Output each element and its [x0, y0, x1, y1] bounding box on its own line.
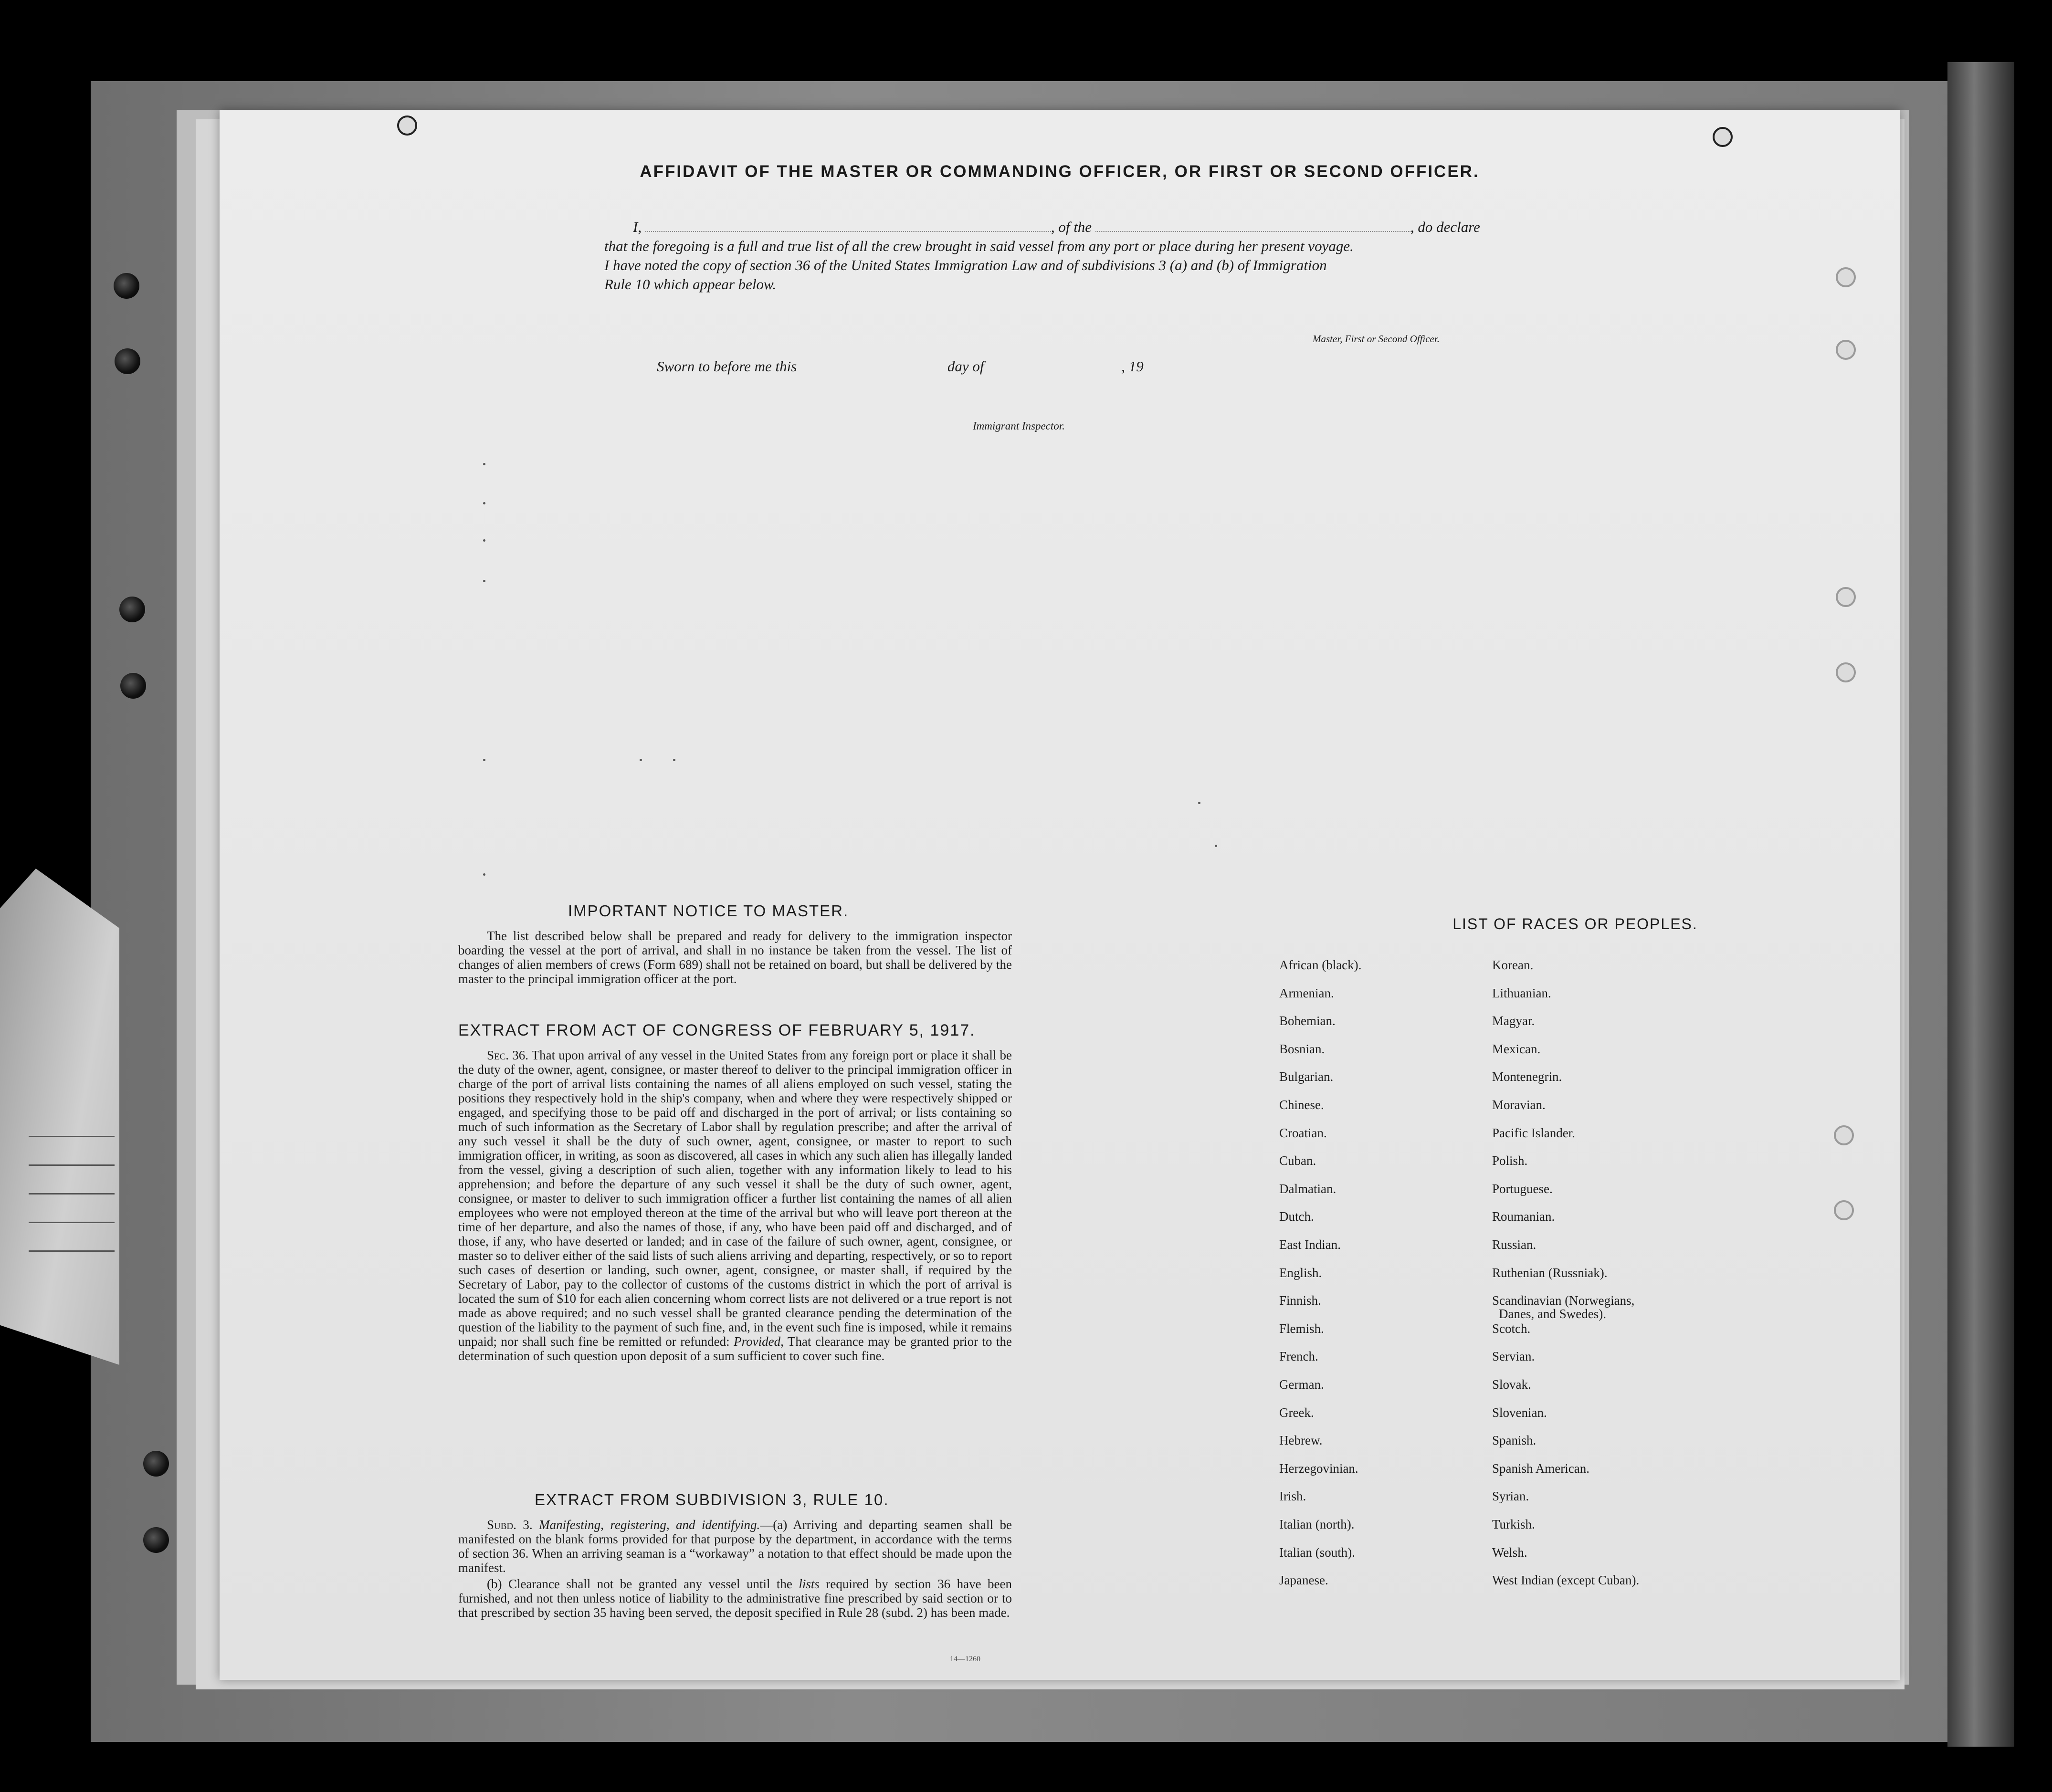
extract-act-title: EXTRACT FROM ACT OF CONGRESS OF FEBRUARY 5, 1917.	[458, 1021, 976, 1039]
race-item: Croatian.	[1279, 1125, 1327, 1140]
race-item: Moravian.	[1492, 1098, 1546, 1112]
stray-mark	[483, 502, 485, 504]
declaration-line-2: that the foregoing is a full and true list of all the crew brought in said vessel from any port or place during her present voyage.	[604, 238, 1354, 254]
race-item: Greek.	[1279, 1405, 1314, 1420]
binder-hole	[115, 348, 140, 374]
race-item: Lithuanian.	[1492, 985, 1551, 1000]
stray-mark	[483, 463, 485, 465]
name-blank	[645, 219, 1051, 232]
stray-mark	[1215, 845, 1217, 847]
stray-mark	[640, 759, 642, 761]
race-item: Japanese.	[1279, 1573, 1328, 1588]
binder-spine	[1947, 62, 2014, 1747]
race-item: Slovak.	[1492, 1377, 1531, 1392]
race-item: Russian.	[1492, 1237, 1536, 1252]
stray-mark	[483, 580, 485, 582]
extract-act-body: Sec. 36. That upon arrival of any vessel in the United States from any foreign port or place it shall be the duty of the owner, agent, consignee, or master thereof to deliver to the principal immigration officer in charge of the port of arrival lists containing the names of all aliens employed on such vessel, stating the positions they respectively hold in the ship's company, when and where they were respectively shipped or engaged, and specifying those to be paid off and discharged in the port of arrival; or lists containing so much of such information as the Secretary of Labor shall by regulation prescribe; and after the arrival of any such vessel it shall be the duty of such owner, agent, consignee, or master to report to such immigration officer, in writing, as soon as discovered, all cases in which any such alien has illegally landed from the vessel, giving a description of such alien, together with any information likely to lead to his apprehension; and before the departure of any such vessel it shall be the duty of such owner, agent, consignee, or master to deliver to such immigration officer a further list containing the names of all alien employees who were not employed thereon at the time of the arrival but who will leave port thereon at the time of her departure, and also the names of those, if any, who have been paid off and discharged, and of those, if any, who have deserted or landed; and in case of the failure of such owner, agent, consignee, or master so to deliver either of the said lists of such aliens arriving and departing, respectively, or so to report such cases of desertion or landing, such owner, agent, consignee, or master shall, if required by the Secretary of Labor, pay to the collector of customs of the customs district in which the port of arrival is located the sum of $10 for each alien concerning whom correct lists are not delivered or a true report is not made as above required; and no such vessel shall be granted clearance pending the determination of the question of the liability to the payment of such fine, and, in the event such fine is imposed, while it remains unpaid; nor shall such fine be remitted or refunded: Provided, That clearance may be granted prior to the determination of such question upon deposit of a sum sufficient to cover such fine.	[458, 1048, 1012, 1363]
affidavit-title: AFFIDAVIT OF THE MASTER OR COMMANDING OFFICER, OR FIRST OR SECOND OFFICER.	[640, 162, 1480, 181]
binder-hole	[120, 673, 146, 699]
stray-mark	[673, 759, 675, 761]
race-item: Roumanian.	[1492, 1209, 1555, 1224]
race-item: West Indian (except Cuban).	[1492, 1573, 1640, 1588]
notice-body: The list described below shall be prepared and ready for delivery to the immigration inspector boarding the vessel at the port of arrival, and shall in no instance be taken from the vessel. The list of changes of alien members of crews (Form 689) shall not be retained on board, but shall be delivered by the master to the principal immigration officer at the port.	[458, 929, 1012, 986]
race-item: Dutch.	[1279, 1209, 1314, 1224]
race-item: Scandinavian (Norwegians,	[1492, 1293, 1635, 1308]
binder-hole	[143, 1451, 169, 1477]
race-item: Danes, and Swedes).	[1499, 1307, 1606, 1321]
punch-hole	[1834, 1125, 1854, 1145]
punch-hole	[1836, 267, 1856, 287]
race-item: Dalmatian.	[1279, 1181, 1336, 1196]
month-blank	[988, 358, 1121, 371]
punch-hole	[1836, 587, 1856, 607]
punch-hole	[1713, 127, 1733, 147]
race-item: Syrian.	[1492, 1489, 1529, 1504]
race-item: Polish.	[1492, 1153, 1528, 1168]
notice-title: IMPORTANT NOTICE TO MASTER.	[568, 902, 849, 920]
race-item: Italian (south).	[1279, 1545, 1355, 1560]
stray-mark	[1198, 802, 1200, 804]
race-item: Scotch.	[1492, 1321, 1531, 1336]
race-item: Italian (north).	[1279, 1517, 1355, 1531]
race-item: Servian.	[1492, 1349, 1535, 1364]
inspector-caption: Immigrant Inspector.	[973, 420, 1065, 432]
binder-hole	[114, 273, 139, 299]
stray-mark	[483, 873, 485, 876]
form-number: 14—1260	[950, 1655, 980, 1663]
race-item: Flemish.	[1279, 1321, 1324, 1336]
race-item: French.	[1279, 1349, 1318, 1364]
race-item: Spanish American.	[1492, 1461, 1589, 1476]
race-item: Herzegovinian.	[1279, 1461, 1358, 1476]
binder-hole	[119, 597, 145, 622]
race-item: Korean.	[1492, 958, 1534, 972]
vessel-blank	[1095, 219, 1410, 232]
race-item: East Indian.	[1279, 1237, 1341, 1252]
race-item: Pacific Islander.	[1492, 1125, 1575, 1140]
race-item: Spanish.	[1492, 1433, 1536, 1448]
race-item: Chinese.	[1279, 1098, 1324, 1112]
race-item: Ruthenian (Russniak).	[1492, 1265, 1608, 1280]
race-item: Montenegrin.	[1492, 1069, 1562, 1084]
extract-rule-title: EXTRACT FROM SUBDIVISION 3, RULE 10.	[535, 1491, 889, 1509]
declaration-line-3: I have noted the copy of section 36 of the United States Immigration Law and of subdivisions 3 (a) and (b) of Immigration	[604, 257, 1327, 273]
race-item: Irish.	[1279, 1489, 1306, 1504]
binder-hole	[143, 1527, 169, 1553]
race-item: Bulgarian.	[1279, 1069, 1334, 1084]
sworn-line: Sworn to before me this day of , 19	[657, 358, 1144, 375]
declaration-line-1: I, , of the , do declare	[633, 219, 1480, 235]
race-item: Mexican.	[1492, 1041, 1541, 1056]
race-item: Slovenian.	[1492, 1405, 1547, 1420]
signature-caption: Master, First or Second Officer.	[1313, 333, 1440, 345]
races-title: LIST OF RACES OR PEOPLES.	[1452, 915, 1698, 933]
race-item: Magyar.	[1492, 1014, 1535, 1028]
punch-hole	[1834, 1200, 1854, 1220]
declaration-line-4: Rule 10 which appear below.	[604, 276, 777, 293]
race-item: Hebrew.	[1279, 1433, 1323, 1448]
extract-rule-part-b: (b) Clearance shall not be granted any vessel until the lists required by section 36 have been furnished, and not then unless notice of liability to the administrative fine prescribed by said section or to that prescribed by section 35 having been served, the deposit specified in Rule 28 (subd. 2) has been made.	[458, 1577, 1012, 1620]
punch-hole	[397, 115, 417, 136]
race-item: Turkish.	[1492, 1517, 1535, 1531]
race-item: Bosnian.	[1279, 1041, 1325, 1056]
race-item: Finnish.	[1279, 1293, 1321, 1308]
manifest-page	[220, 110, 1900, 1680]
race-item: German.	[1279, 1377, 1324, 1392]
race-item: Cuban.	[1279, 1153, 1316, 1168]
punch-hole	[1836, 662, 1856, 682]
extract-rule-part-a: Subd. 3. Manifesting, registering, and identifying.—(a) Arriving and departing seamen shall be manifested on the blank forms provided for that purpose by the department, in accordance with the terms of section 36. When an arriving seaman is a “workaway” a notation to that effect should be made upon the manifest.	[458, 1518, 1012, 1575]
stray-mark	[483, 539, 485, 542]
race-item: English.	[1279, 1265, 1322, 1280]
race-item: Armenian.	[1279, 985, 1334, 1000]
race-item: Welsh.	[1492, 1545, 1527, 1560]
race-item: African (black).	[1279, 958, 1362, 972]
race-item: Bohemian.	[1279, 1014, 1336, 1028]
torn-sheet-fragment	[0, 869, 119, 1365]
race-item: Portuguese.	[1492, 1181, 1553, 1196]
punch-hole	[1836, 340, 1856, 360]
day-blank	[800, 358, 944, 371]
stray-mark	[483, 759, 485, 761]
